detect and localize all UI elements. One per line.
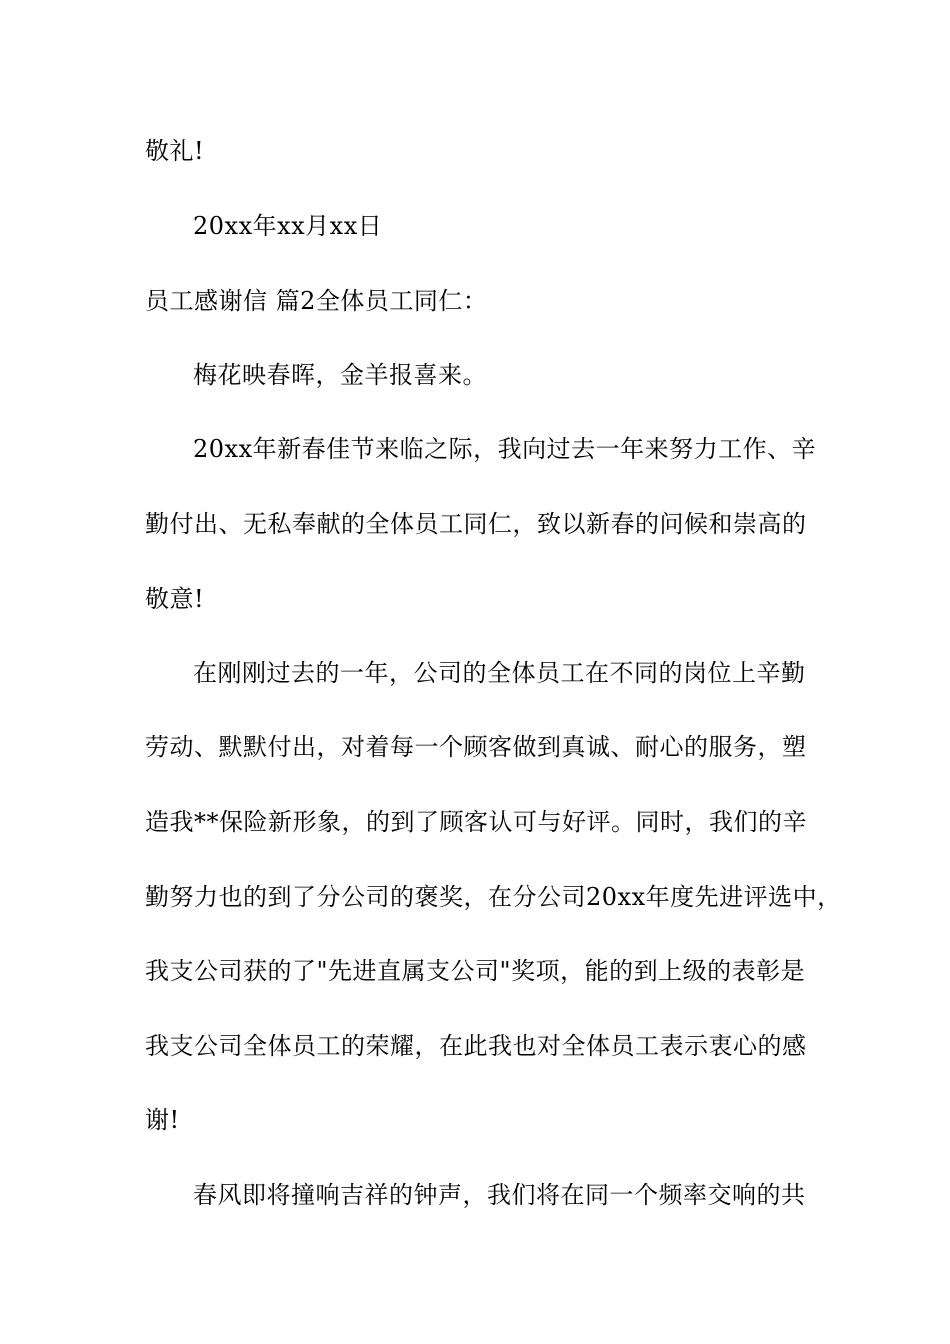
- paragraph-line: 我支公司全体员工的荣耀，在此我也对全体员工表示衷心的感: [145, 1032, 807, 1060]
- closing-salutation: 敬礼!: [145, 137, 205, 165]
- paragraph-line: 造我**保险新形象，的到了顾客认可与好评。同时，我们的辛: [145, 808, 807, 836]
- paragraph-line: 在刚刚过去的一年，公司的全体员工在不同的岗位上辛勤: [193, 659, 806, 687]
- paragraph-line: 谢!: [145, 1106, 180, 1134]
- paragraph-line: 我支公司获的了"先进直属支公司"奖项，能的到上级的表彰是: [145, 957, 806, 985]
- paragraph-line: 勤付出、无私奉献的全体员工同仁，致以新春的问候和崇高的: [145, 510, 807, 538]
- date-line: 20xx年xx月xx日: [193, 212, 383, 240]
- paragraph-line: 勤努力也的到了分公司的褒奖，在分公司20xx年度先进评选中，: [145, 883, 842, 911]
- letter-heading: 员工感谢信 篇2全体员工同仁：: [145, 287, 488, 315]
- paragraph-line: 劳动、默默付出，对着每一个顾客做到真诚、耐心的服务，塑: [145, 733, 807, 761]
- paragraph-line: 20xx年新春佳节来临之际，我向过去一年来努力工作、辛: [193, 435, 817, 463]
- paragraph-line: 春风即将撞响吉祥的钟声，我们将在同一个频率交响的共: [193, 1181, 806, 1209]
- paragraph-line: 敬意!: [145, 585, 205, 613]
- paragraph-line: 梅花映春晖，金羊报喜来。: [193, 361, 487, 389]
